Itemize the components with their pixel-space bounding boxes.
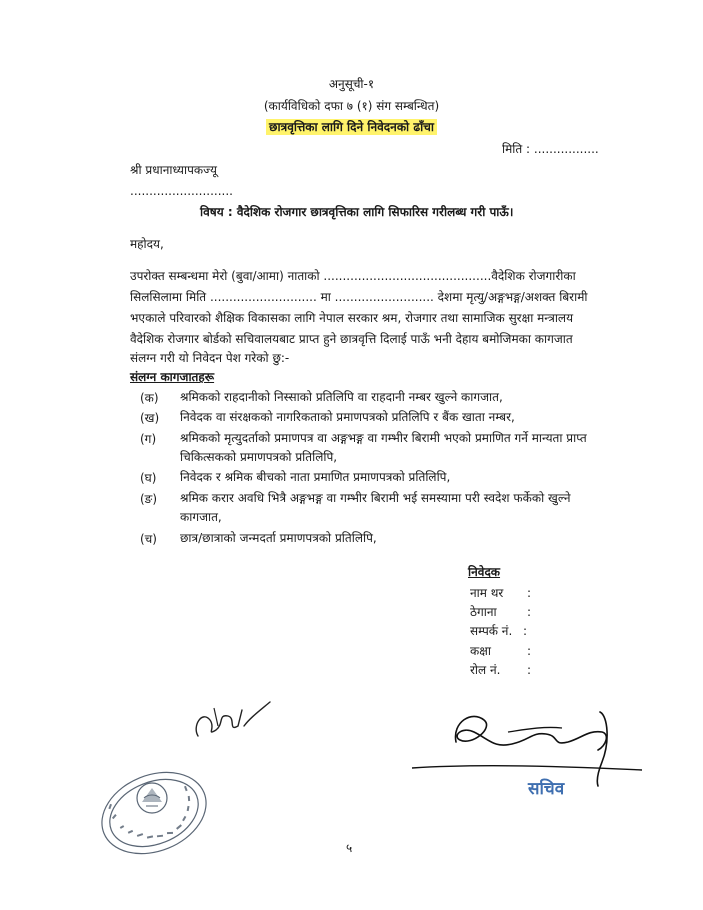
body-line-3: भएकाले परिवारको शैक्षिक विकासका लागि नेपाल सरकार श्रम, रोजगार तथा सामाजिक सुरक्षा मन्त्रालय xyxy=(130,311,574,325)
body-line-4: वैदेशिक रोजगार बोर्डको सचिवालयबाट प्राप्त हुने छात्रवृत्ति दिलाई पाऊँ भनी देहाय बमोजिमका कागजात xyxy=(130,332,573,346)
attachment-text: श्रमिकको मृत्युदर्ताको प्रमाणपत्र वा अङ्गभङ्ग वा गम्भीर बिरामी भएको प्रमाणित गर्ने मान्यता प्राप्त चिकित्सकको प्रमाणपत्रको प्रतिलिपि, xyxy=(180,431,587,464)
addressee: श्री प्रधानाध्यापकज्यू xyxy=(130,163,217,177)
body-line-2: सिलसिलामा मिति ............................ मा .......................... देशमा मृत्यु/अङ्गभङ्ग/अशक्त बिरामी xyxy=(130,290,588,304)
handwritten-initials xyxy=(188,696,278,746)
schedule-label: अनुसूची-१ xyxy=(328,77,375,91)
attachment-text: निवेदक र श्रमिक बीचको नाता प्रमाणित प्रमाणपत्रको प्रतिलिपि, xyxy=(180,470,451,484)
field-address: ठेगाना xyxy=(470,605,497,619)
field-colon: : xyxy=(527,644,532,658)
subject-line: विषय : वैदेशिक रोजगार छात्रवृत्तिका लागि सिफारिस गरीलब्ध गरी पाऊँ। xyxy=(200,205,514,219)
salutation: महोदय, xyxy=(130,237,164,251)
field-contact: सम्पर्क नं. xyxy=(470,624,513,638)
field-roll: रोल नं. xyxy=(470,663,501,677)
attachment-key: (ग) xyxy=(140,432,157,446)
field-name: नाम थर xyxy=(470,586,504,600)
body-line-1: उपरोक्त सम्बन्धमा मेरो (बुवा/आमा) नाताको ............................................वैदेशिक रोजगारीका xyxy=(130,269,576,283)
field-colon: : xyxy=(527,586,532,600)
reference-line: (कार्यविधिको दफा ७ (१) संग सम्बन्धित) xyxy=(263,99,440,113)
form-title-highlight: छात्रवृत्तिका लागि दिने निवेदनको ढाँचा xyxy=(266,119,437,135)
attachment-key: (क) xyxy=(140,391,159,405)
date-field: मिति : ................. xyxy=(502,142,599,156)
body-line-5: संलग्न गरी यो निवेदन पेश गरेको छु:- xyxy=(130,351,290,365)
seal-emblem-icon xyxy=(137,783,167,813)
attachment-text: छात्र/छात्राको जन्मदर्ता प्रमाणपत्रको प्रतिलिपि, xyxy=(180,531,377,545)
attachment-text: श्रमिकको राहदानीको निस्साको प्रतिलिपि वा राहदानी नम्बर खुल्ने कागजात, xyxy=(180,390,503,404)
field-colon: : xyxy=(527,663,532,677)
applicant-heading: निवेदक xyxy=(468,565,501,579)
field-colon: : xyxy=(527,605,532,619)
ministry-seal xyxy=(94,768,214,858)
attachment-key: (ख) xyxy=(140,411,160,425)
page-number: ५ xyxy=(346,841,353,855)
secretary-signature xyxy=(412,702,642,792)
field-colon: : xyxy=(523,624,528,638)
attachments-heading: संलग्न कागजातहरू xyxy=(130,370,215,384)
form-title xyxy=(0,119,703,135)
attachment-key: (च) xyxy=(140,532,157,546)
attachment-text: निवेदक वा संरक्षकको नागरिकताको प्रमाणपत्रको प्रतिलिपि र बैंक खाता नम्बर, xyxy=(180,410,515,424)
attachment-key: (घ) xyxy=(140,471,157,485)
addressee-blank: ........................... xyxy=(130,184,233,198)
attachment-text: श्रमिक करार अवधि भित्रै अङ्गभङ्ग वा गम्भीर बिरामी भई समस्यामा परी स्वदेश फर्केको खुल्ने कागजात, xyxy=(180,491,571,524)
field-class: कक्षा xyxy=(470,644,491,658)
secretary-stamp: सचिव xyxy=(528,779,565,799)
attachment-key: (ङ) xyxy=(140,492,158,506)
